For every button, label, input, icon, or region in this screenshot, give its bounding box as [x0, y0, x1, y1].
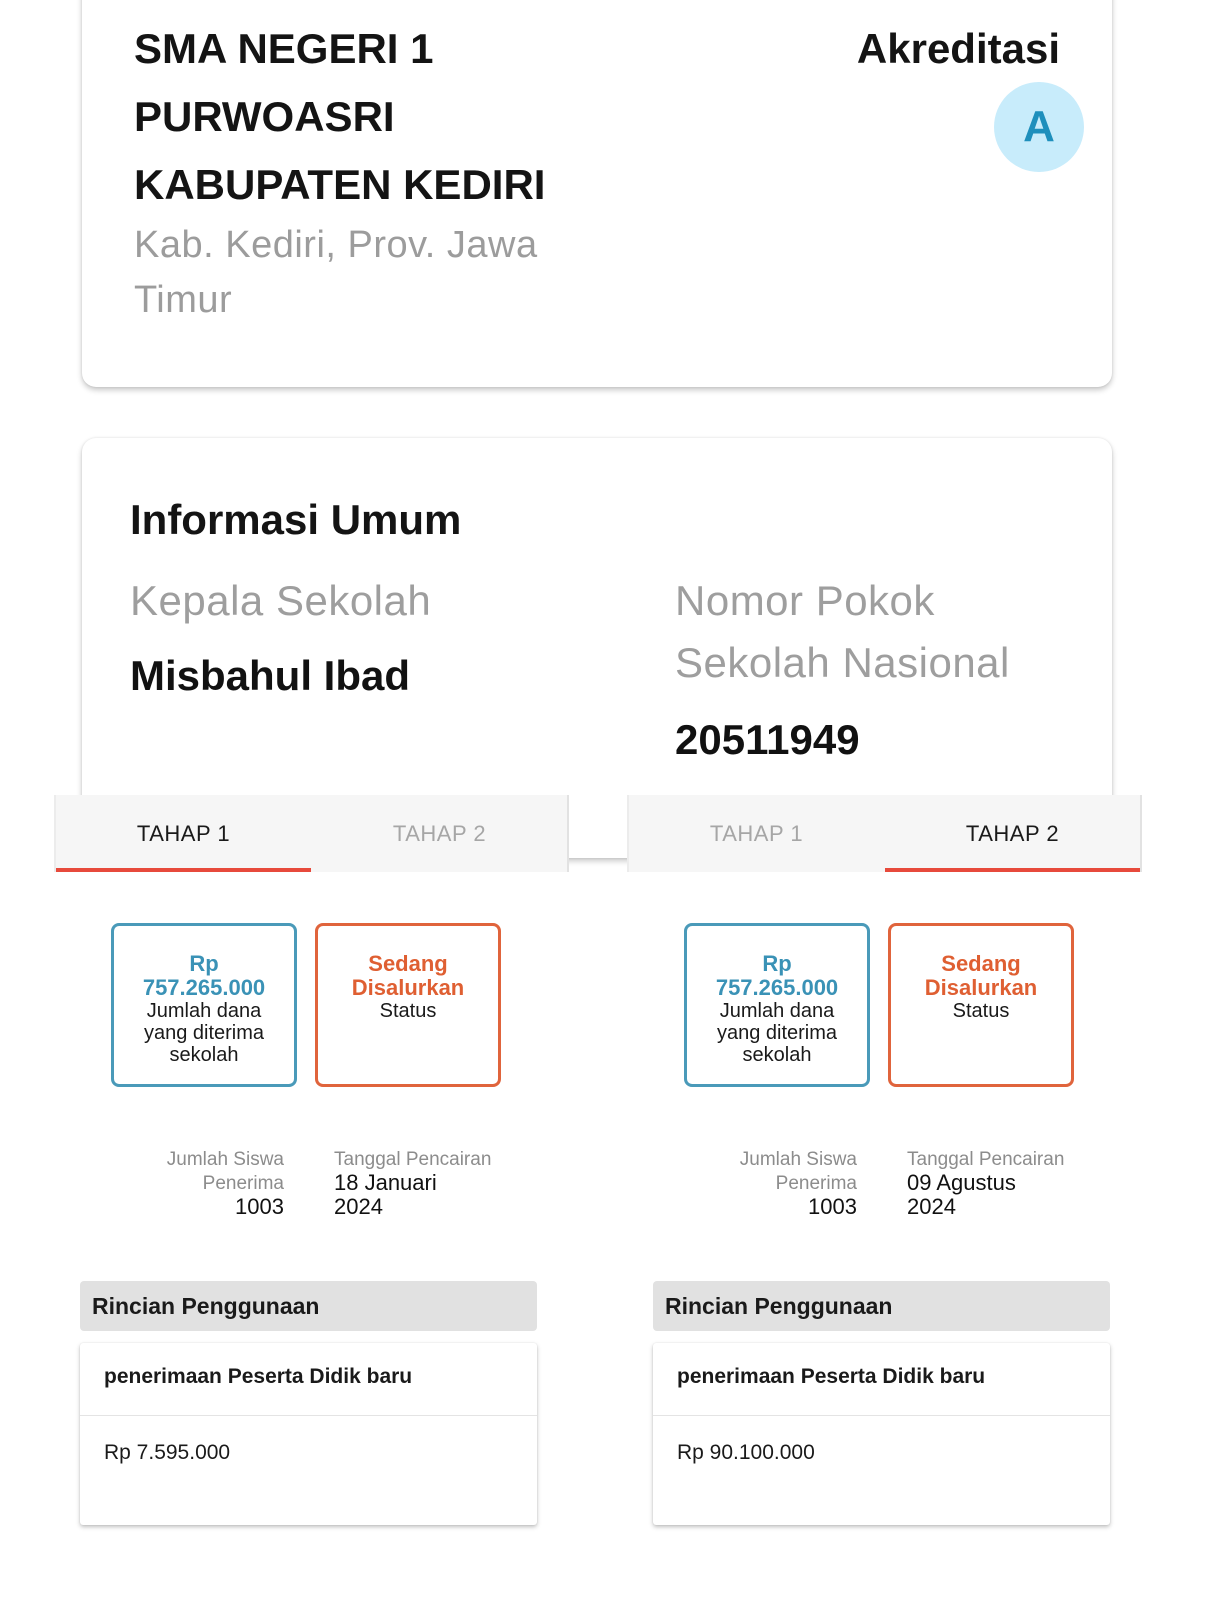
usage-details-card	[80, 1343, 537, 1525]
students-label-line-1: Jumlah Siswa	[739, 1149, 857, 1170]
tab-tahap-1[interactable]: TAHAP 1	[709, 820, 804, 846]
amount-currency: Rp	[762, 951, 792, 976]
usage-item-name: penerimaan Peserta Didik baru	[104, 1365, 413, 1388]
amount-caption-line-3: sekolah	[169, 1044, 239, 1066]
tab-tahap-2[interactable]: TAHAP 2	[885, 795, 1140, 872]
disbursement-date-line-2: 2024	[334, 1194, 383, 1219]
students-label-line-2: Penerima	[202, 1173, 284, 1194]
disbursement-date-label: Tanggal Pencairan	[907, 1149, 1065, 1170]
amount-currency: Rp	[189, 951, 219, 976]
tab-tahap-2[interactable]: TAHAP 2	[392, 820, 487, 846]
status-caption: Status	[952, 1000, 1010, 1022]
amount-caption-line-2: yang diterima	[143, 1022, 265, 1044]
students-label-line-1: Jumlah Siswa	[166, 1149, 284, 1170]
status-box	[315, 923, 501, 1087]
status-line-1: Sedang	[368, 951, 448, 976]
usage-details-card	[653, 1343, 1110, 1525]
school-card	[82, 0, 1112, 387]
amount-caption-line-3: sekolah	[742, 1044, 812, 1066]
usage-item-amount: Rp 90.100.000	[677, 1441, 815, 1464]
amount-box	[111, 923, 297, 1087]
general-info-title: Informasi Umum	[130, 496, 462, 543]
amount-caption-line-1: Jumlah dana	[719, 1000, 835, 1022]
npsn-value: 20511949	[675, 716, 860, 763]
amount-caption-line-2: yang diterima	[716, 1022, 838, 1044]
amount-value: 757.265.000	[142, 975, 266, 1000]
school-location-line-2: Timur	[134, 279, 233, 321]
usage-details-header: Rincian Penggunaan	[80, 1281, 537, 1331]
tahap-1-panel	[54, 795, 569, 1600]
tab-bar	[54, 795, 569, 872]
npsn-label-line-1: Nomor Pokok	[675, 577, 935, 624]
usage-divider	[80, 1415, 537, 1416]
usage-divider	[653, 1415, 1110, 1416]
status-box	[888, 923, 1074, 1087]
disbursement-date-line-1: 09 Agustus	[907, 1170, 1016, 1195]
status-line-2: Disalurkan	[924, 975, 1038, 1000]
principal-label: Kepala Sekolah	[130, 577, 432, 624]
disbursement-date-line-1: 18 Januari	[334, 1170, 437, 1195]
usage-item-amount: Rp 7.595.000	[104, 1441, 231, 1464]
amount-box	[684, 923, 870, 1087]
school-location-line-1: Kab. Kediri, Prov. Jawa	[134, 224, 538, 266]
tab-bar	[627, 795, 1142, 872]
tahap-2-panel	[627, 795, 1142, 1600]
school-name-line-2: PURWOASRI	[134, 93, 395, 140]
students-value: 1003	[808, 1194, 857, 1219]
accreditation-badge: A	[994, 82, 1084, 172]
disbursement-date-label: Tanggal Pencairan	[334, 1149, 492, 1170]
principal-name: Misbahul Ibad	[130, 652, 411, 699]
amount-value: 757.265.000	[715, 975, 839, 1000]
students-value: 1003	[235, 1194, 284, 1219]
usage-details-header: Rincian Penggunaan	[653, 1281, 1110, 1331]
status-line-2: Disalurkan	[351, 975, 465, 1000]
students-label-line-2: Penerima	[775, 1173, 857, 1194]
disbursement-date-line-2: 2024	[907, 1194, 956, 1219]
amount-caption-line-1: Jumlah dana	[146, 1000, 262, 1022]
school-name-line-3: KABUPATEN KEDIRI	[134, 161, 546, 208]
usage-item-name: penerimaan Peserta Didik baru	[677, 1365, 986, 1388]
npsn-label-line-2: Sekolah Nasional	[675, 639, 1010, 686]
status-caption: Status	[379, 1000, 437, 1022]
status-line-1: Sedang	[941, 951, 1021, 976]
school-name-line-1: SMA NEGERI 1	[134, 25, 434, 72]
accreditation-label: Akreditasi	[856, 25, 1060, 72]
tab-tahap-1[interactable]: TAHAP 1	[56, 795, 311, 872]
